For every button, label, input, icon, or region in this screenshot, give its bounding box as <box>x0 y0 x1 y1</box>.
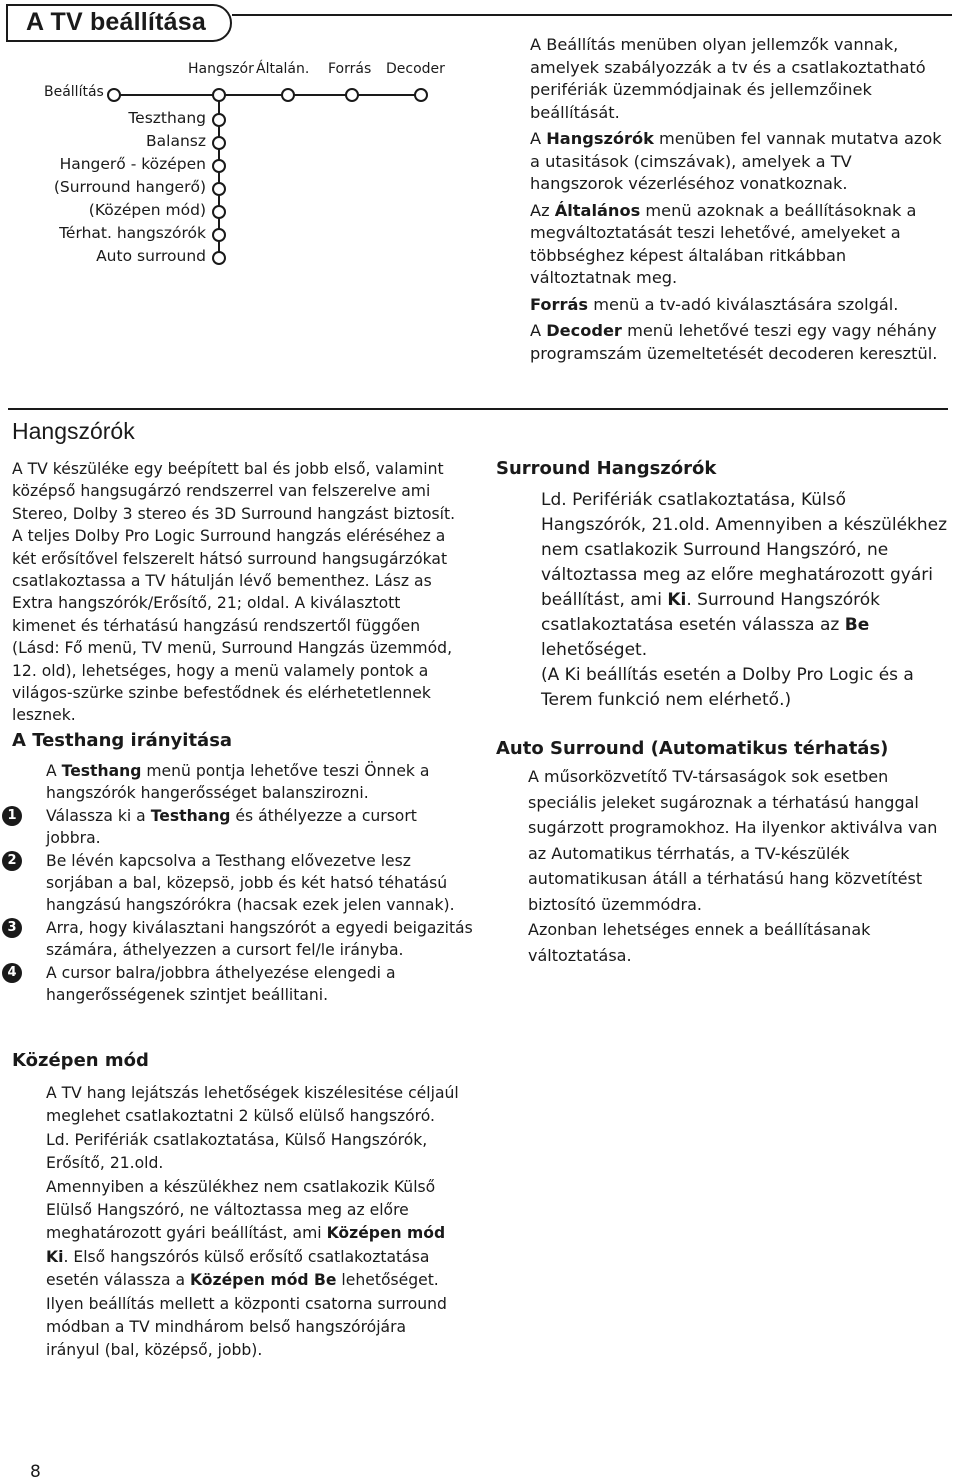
testhang-section <box>0 760 476 1006</box>
section-heading-kozepen: Középen mód <box>12 1050 149 1071</box>
auto-surround-paragraph: Azonban lehetséges ennek a beállításanak változtatása. <box>528 920 871 965</box>
surround-body <box>541 488 949 713</box>
kozepen-paragraph: Ilyen beállítás mellett a központi csatorna surround módban a TV mindhárom belső hangszórójára irányul (bal, középső, jobb). <box>46 1294 447 1360</box>
step-item: 4 A cursor balra/jobbra áthelyezése elengedi a hangerősségenek szintjet beállitani. <box>0 962 476 1007</box>
node-sub-7 <box>213 252 225 264</box>
surround-paragraph: Ld. Perifériák csatlakoztatása, Külső Hangszórók, 21.old. Amennyiben a készülékhez nem csatlakozik Surround Hangszóró, ne változtassa meg az előre meghatározott gyári beállítást, ami Ki. Surround Hangszórók csatlakoztatása esetén válassza az Be lehetőséget. <box>541 490 948 660</box>
step-number-badge: 2 <box>2 851 22 871</box>
node-sub-4 <box>213 183 225 195</box>
node-sub-1 <box>213 114 225 126</box>
node-sub-2 <box>213 137 225 149</box>
intro-paragraph: A Beállítás menüben olyan jellemzők vannak, amelyek szabályozzák a tv és a csatlakoztatható perifériák üzemmódjainak és jellemzőinek beállítását. <box>530 35 926 122</box>
menu-top-label-forras: Forrás <box>328 61 372 77</box>
menu-sub-label: (Középen mód) <box>88 201 206 219</box>
section-heading-auto-surround: Auto Surround (Automatikus térhatás) <box>496 738 889 759</box>
step-number-badge: 1 <box>2 806 22 826</box>
surround-note: (A Ki beállítás esetén a Dolby Pro Logic és a Terem funkció nem elérhető.) <box>541 665 914 710</box>
kozepen-paragraph: Amennyiben a készülékhez nem csatlakozik Külső Elülső Hangszóró, ne változtassa meg az előre meghatározott gyári beállítást, ami Középen mód Ki. Első hangszórós külső erősítő csatlakoztatása esetén válassza a Középen mód Be lehetőséget. <box>46 1177 446 1290</box>
intro-text <box>530 34 948 365</box>
menu-sub-label: Térhat. hangszórók <box>59 224 206 242</box>
hangszorok-body: A TV készüléke egy beépített bal és jobb első, valamint középső hangsugárzó rendszerrel van felszerelve ami Stereo, Dolby 3 stereo és 3D Surround hangzást biztosít. A teljes Dolby Pro Logic Surround hangzás eléréséhez a két erősítővel felszerelt hátsó surround hangsugárzókat csatlakoztassa a TV hátulján lévő bementhez. Lász as Extra hangszórók/Erősítő, 21; oldal. A kiválasztott kimenet és térhatású hangzású rendszertől függően (Lásd: Fő menü, TV menü, Surround Hangzás üzemmód, 12. old), lehetséges, hogy a menü valamely pontok a világos-szürke szinbe befestődnek és elérhetetlennek lesznek. <box>12 460 456 725</box>
step-item: 3 Arra, hogy kiválasztani hangszórót a egyedi beigazitás számára, áthelyezzen a cursort fel/le irányba. <box>0 917 476 962</box>
menu-top-label-altalan: Általán. <box>256 61 310 77</box>
menu-root-label: Beállítás <box>44 84 104 100</box>
testhang-intro: A Testhang menü pontja lehetőve teszi Önnek a hangszórók hangerősséget balanszirozni. <box>46 762 430 803</box>
step-number-badge: 3 <box>2 918 22 938</box>
section-heading-hangszorok: Hangszórók <box>12 418 135 444</box>
node-decoder <box>415 89 427 101</box>
intro-paragraph: A Hangszórók menüben fel vannak mutatva azok a utasitások (cimszávak), amelyek a TV hangszorok vézerléséhoz vonatkoznak. <box>530 129 942 193</box>
node-beallitas <box>108 89 120 101</box>
node-sub-3 <box>213 160 225 172</box>
menu-sub-label: Teszthang <box>128 109 206 127</box>
kozepen-body <box>46 1082 462 1363</box>
auto-surround-body <box>528 764 948 968</box>
node-sub-5 <box>213 206 225 218</box>
step-number-badge: 4 <box>2 963 22 983</box>
kozepen-paragraph: A TV hang lejátszás lehetőségek kiszélesitése céljaúl meglehet csatlakoztatni 2 külső elülső hangszóró. Ld. Perifériák csatlakoztatása, Külső Hangszórók, Erősítő, 21.old. <box>46 1084 459 1173</box>
page-number: 8 <box>30 1462 41 1482</box>
node-hangszor <box>213 89 225 101</box>
step-item: 1 Válassza ki a Testhang és áthélyezze a cursort jobbra. <box>0 805 476 850</box>
section-heading-surround: Surround Hangszórók <box>496 458 717 479</box>
section-heading-testhang: A Testhang irányitása <box>12 730 233 751</box>
menu-top-label-decoder: Decoder <box>386 61 445 77</box>
intro-paragraph: Az Általános menü azoknak a beállításoknak a megváltoztatását teszi lehetővé, amelyeket a többséghez képest általában ritkábban változtatnak meg. <box>530 200 917 287</box>
node-forras <box>346 89 358 101</box>
menu-sub-label: (Surround hangerő) <box>53 178 206 196</box>
intro-paragraph: Forrás menü a tv-adó kiválasztására szolgál. <box>530 294 899 314</box>
auto-surround-paragraph: A műsorközvetítő TV-társaságok sok esetben speciális jeleket sugároznak a térhatású hanggal sugárzott programokhoz. Ha ilyenkor aktiválva van az Automatikus térrhatás, a TV-készülék automatikusan átáll a térhatású hang közvetítést biztosító üzemmódra. <box>528 767 938 914</box>
menu-sub-label: Balansz <box>146 132 206 150</box>
node-sub-6 <box>213 229 225 241</box>
page-title: A TV beállítása <box>26 8 206 36</box>
menu-top-label-hangszor: Hangszór <box>188 61 254 77</box>
section-rule <box>8 408 948 410</box>
intro-paragraph: A Decoder menü lehetővé teszi egy vagy néhány programszám üzemeltetését decoderen keresztül. <box>530 321 938 363</box>
node-altalan <box>282 89 294 101</box>
menu-sub-label: Hangerő - középen <box>59 155 206 173</box>
step-item: 2 Be lévén kapcsolva a Testhang elővezetve lesz sorjában a bal, közepsö, jobb és két hatsó téhatású hangzású hangszórókra (hacsak ezek jelen vannak). <box>0 850 476 917</box>
menu-sub-label: Auto surround <box>96 247 206 265</box>
